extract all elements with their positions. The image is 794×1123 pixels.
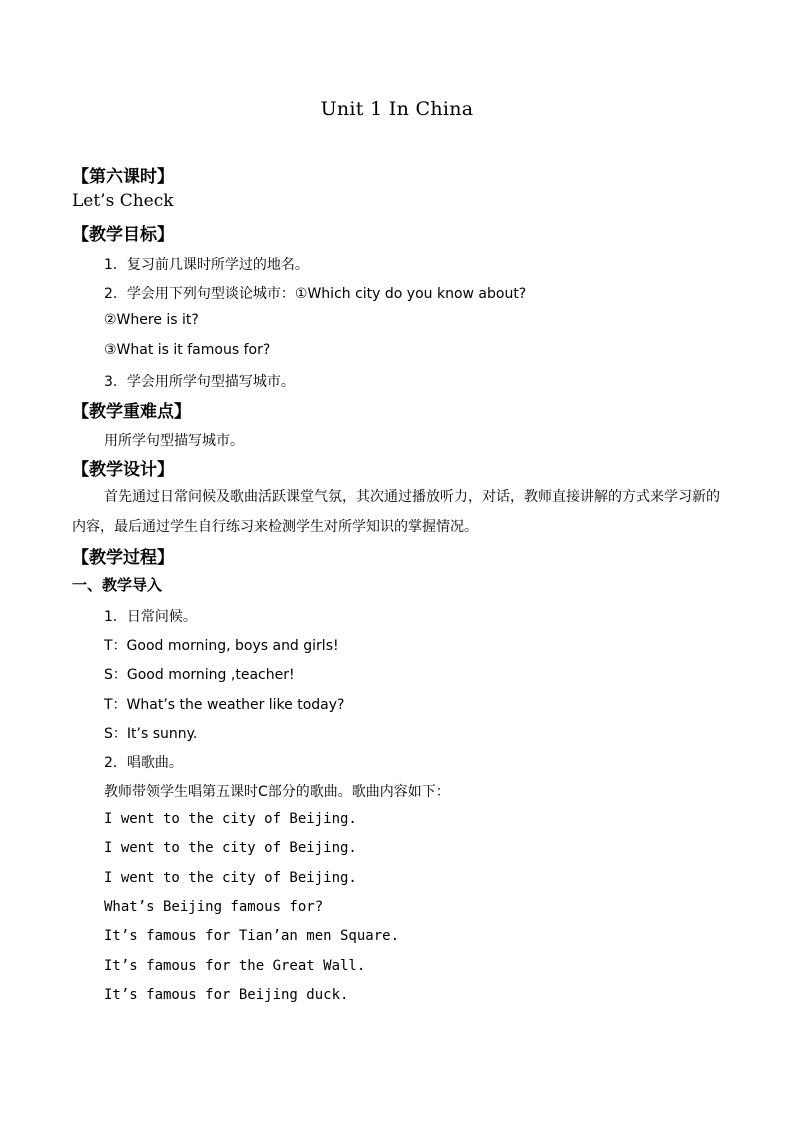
- page-title: Unit 1 In China: [320, 98, 474, 120]
- song-line: What’s Beijing famous for?: [104, 899, 324, 915]
- process-line: S：It’s sunny.: [104, 726, 198, 742]
- process-heading: 【教学过程】: [72, 548, 174, 568]
- objective-item: 2．学会用下列句型谈论城市：①Which city do you know about?: [104, 286, 527, 302]
- song-line: It’s famous for Tian’an men Square.: [104, 928, 400, 944]
- objective-item: ②Where is it?: [104, 312, 199, 328]
- process-line: 教师带领学生唱第五课时C部分的歌曲。歌曲内容如下：: [104, 784, 450, 800]
- key-points-heading: 【教学重难点】: [72, 402, 191, 422]
- lesson-name: Let’s Check: [72, 191, 174, 211]
- objective-item: ③What is it famous for?: [104, 342, 271, 358]
- design-heading: 【教学设计】: [72, 460, 174, 480]
- process-line: S：Good morning ,teacher!: [104, 667, 295, 683]
- song-line: I went to the city of Beijing.: [104, 840, 357, 856]
- song-line: I went to the city of Beijing.: [104, 811, 357, 827]
- song-line: It’s famous for the Great Wall.: [104, 958, 366, 974]
- lesson-label: 【第六课时】: [72, 167, 174, 187]
- design-paragraph: 首先通过日常问候及歌曲活跃课堂气氛，其次通过播放听力，对话，教师直接讲解的方式来学习新的内容，最后通过学生自行练习来检测学生对所学知识的掌握情况。: [72, 489, 720, 535]
- process-line: 2．唱歌曲。: [104, 755, 183, 771]
- song-line: It’s famous for Beijing duck.: [104, 987, 349, 1003]
- process-line: 1．日常问候。: [104, 609, 197, 625]
- process-line: T：Good morning, boys and girls!: [104, 638, 339, 654]
- process-line: T：What’s the weather like today?: [104, 697, 345, 713]
- objective-item: 3．学会用所学句型描写城市。: [104, 374, 295, 390]
- key-points-text: 用所学句型描写城市。: [104, 433, 244, 449]
- song-line: I went to the city of Beijing.: [104, 870, 357, 886]
- objectives-heading: 【教学目标】: [72, 225, 174, 245]
- objective-item: 1．复习前几课时所学过的地名。: [104, 257, 309, 273]
- section-title: 一、教学导入: [72, 576, 163, 594]
